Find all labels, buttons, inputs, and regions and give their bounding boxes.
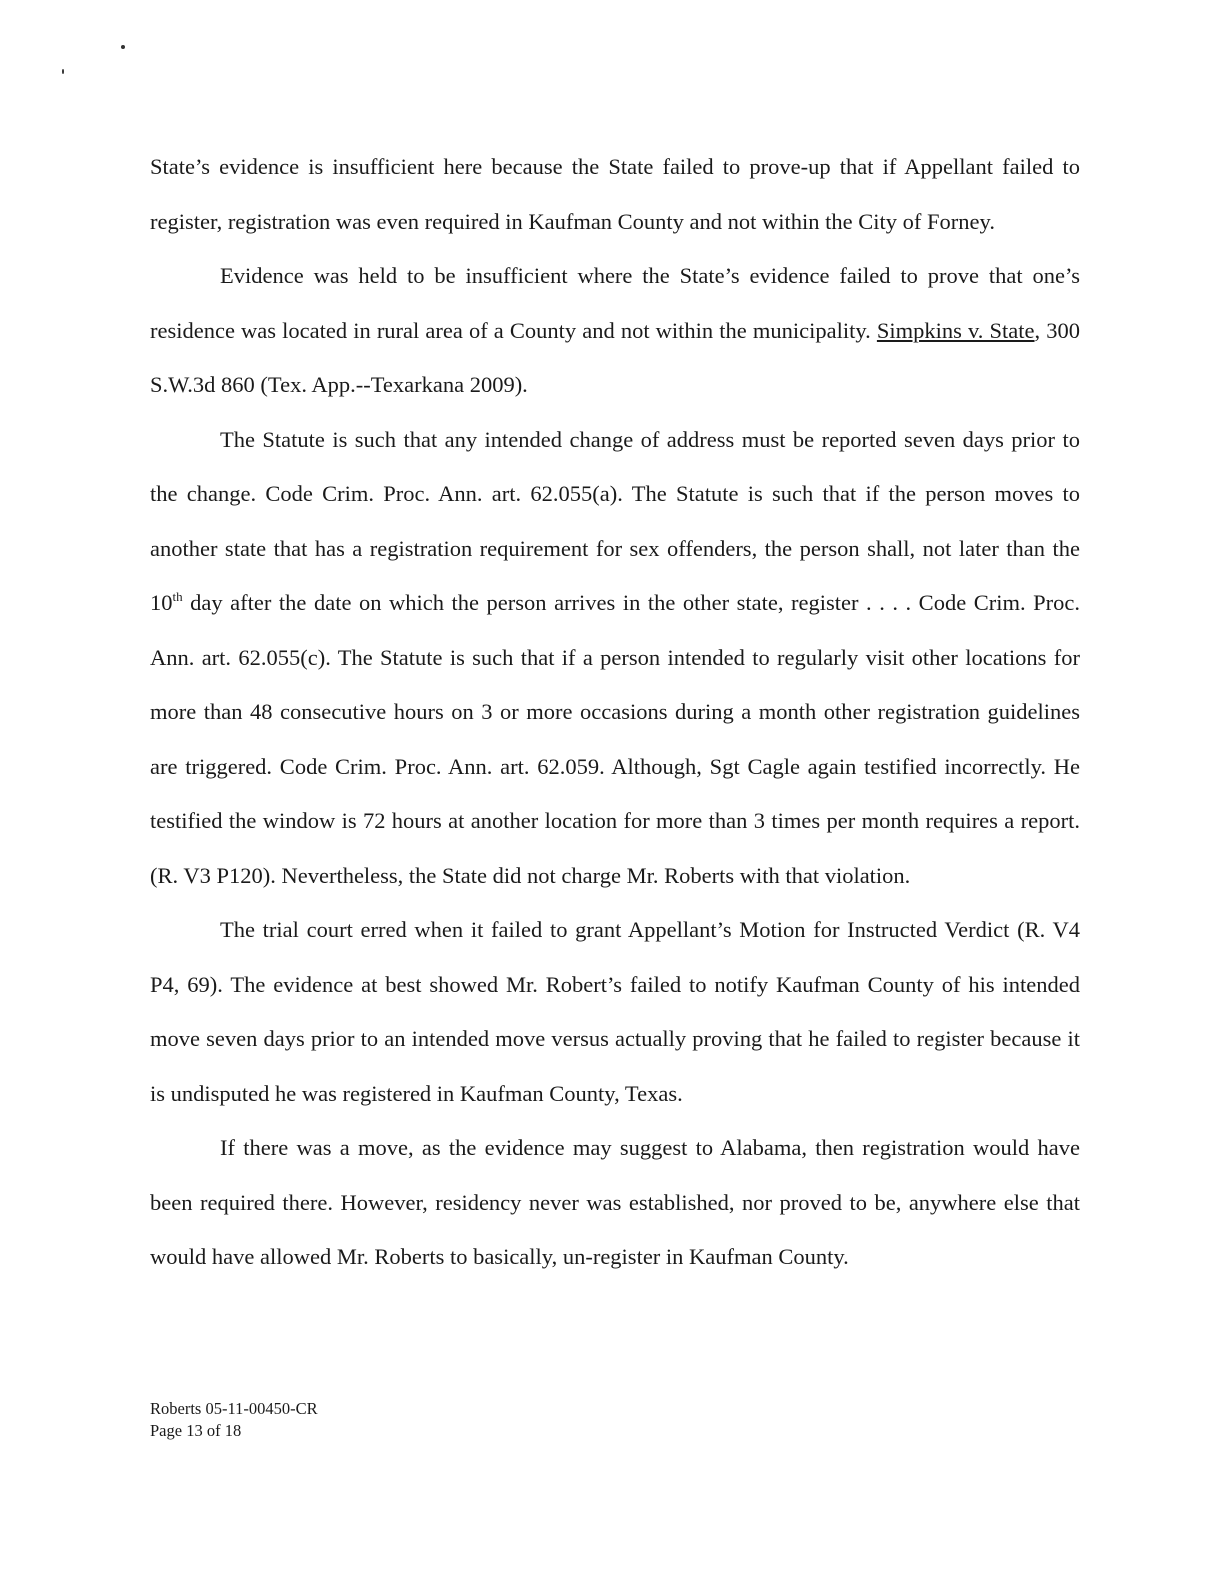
page-footer bbox=[150, 1398, 318, 1442]
paragraph-text: Evidence was held to be insufficient where the State’s evidence failed to prove that one’s residence was located in rural area of a County and not within the municipality. bbox=[150, 263, 1080, 343]
paragraph-trial-court: The trial court erred when it failed to grant Appellant’s Motion for Instructed Verdict (R. V4 P4, 69). The evidence at best showed Mr. Robert’s failed to notify Kaufman County of his intended move seven days prior to an intended move versus actually proving that he failed to register because it is undisputed he was registered in Kaufman County, Texas. bbox=[150, 917, 1080, 1106]
paragraph-continuation: State’s evidence is insufficient here because the State failed to prove-up that if Appellant failed to register, registration was even required in Kaufman County and not within the City of Forney. bbox=[150, 154, 1080, 234]
page-number: Page 13 of 18 bbox=[150, 1421, 242, 1440]
document-body bbox=[150, 140, 1080, 1285]
scan-speck bbox=[62, 69, 64, 74]
paragraph-statute bbox=[150, 413, 1080, 904]
case-citation-name: Simpkins v. State bbox=[876, 317, 1035, 343]
paragraph-text: , 300 S.W.3d 860 (Tex. App.--Texarkana 2009). bbox=[150, 317, 1081, 397]
paragraph-text: day after the date on which the person arrives in the other state, register . . . . Code Crim. Proc. Ann. art. 62.055(c). The Statute is such that if a person intended to regularly visit other locations for more than 48 consecutive hours on 3 or more occasions during a month other registration guidelines are triggered. Code Crim. Proc. Ann. art. 62.059. Although, Sgt Cagle again testified incorrectly. He testified the window is 72 hours at another location for more than 3 times per month requires a report. (R. V3 P120). Nevertheless, the State did not charge Mr. Roberts with that violation. bbox=[150, 590, 1080, 888]
paragraph-text: The Statute is such that any intended change of address must be reported seven days prior to the change. Code Crim. Proc. Ann. art. 62.055(a). The Statute is such that if the person moves to another state that has a registration requirement for sex offenders, the person shall, not later than the 10 bbox=[150, 426, 1080, 615]
paragraph-simpkins bbox=[150, 249, 1080, 413]
case-reference: Roberts 05-11-00450-CR bbox=[150, 1399, 318, 1418]
scan-speck bbox=[121, 45, 125, 49]
ordinal-superscript: th bbox=[172, 589, 183, 604]
paragraph-alabama: If there was a move, as the evidence may suggest to Alabama, then registration would have been required there. However, residency never was established, nor proved to be, anywhere else that would have allowed Mr. Roberts to basically, un-register in Kaufman County. bbox=[150, 1135, 1080, 1269]
